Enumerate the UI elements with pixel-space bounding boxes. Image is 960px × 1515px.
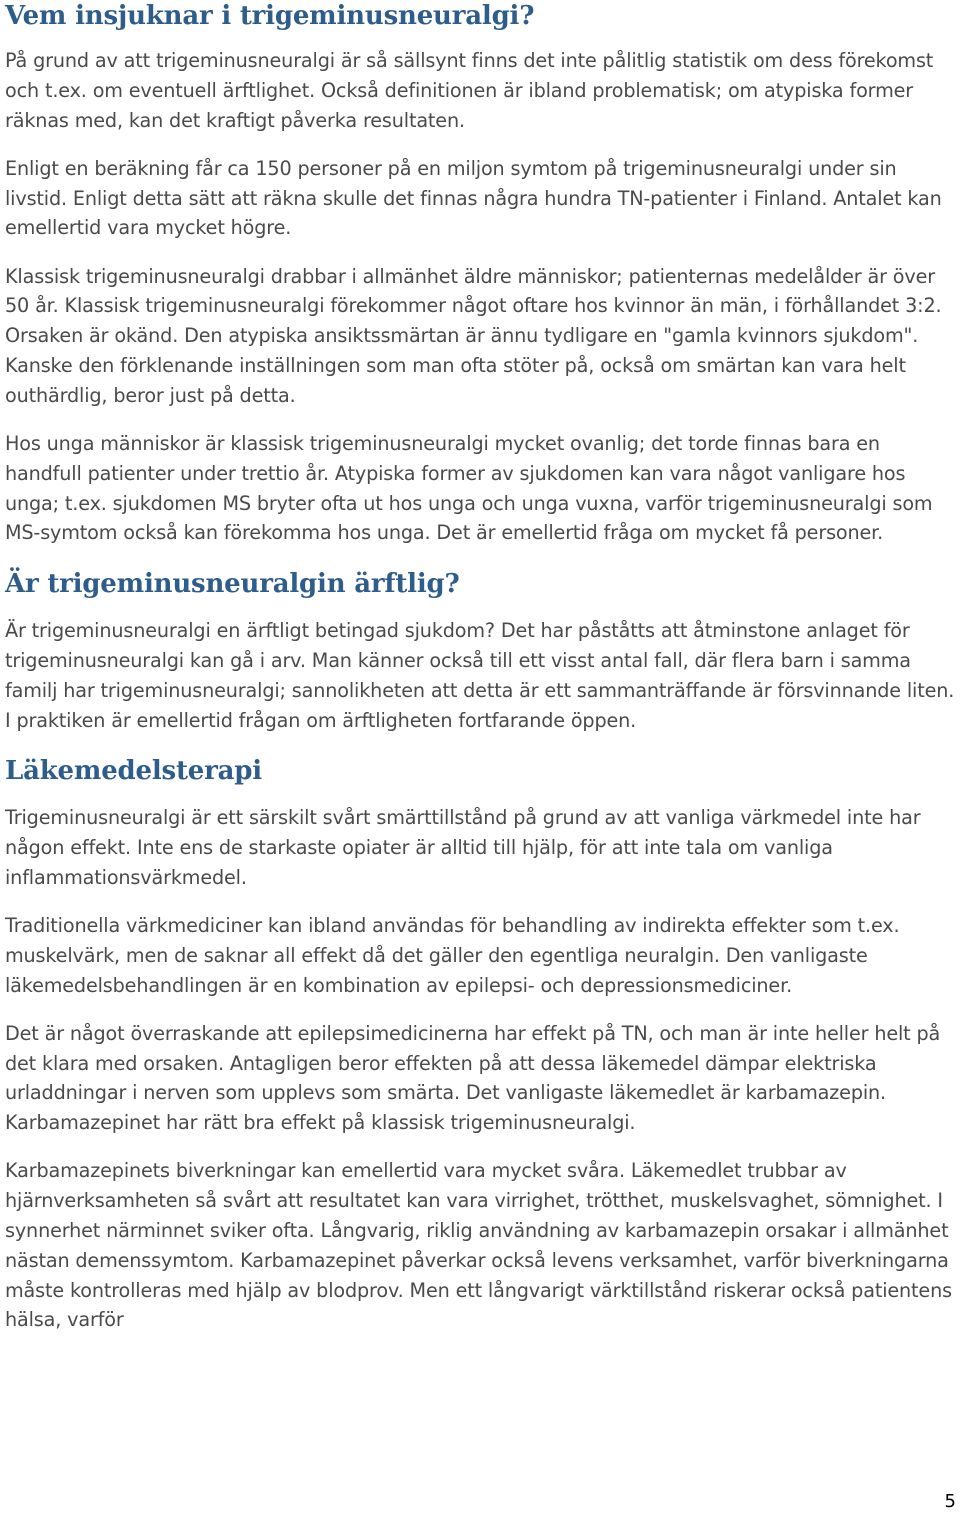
paragraph: Trigeminusneuralgi är ett särskilt svårt smärttillstånd på grund av att vanliga värkmedel inte har någon effekt. Inte ens de starkaste opiater är alltid till hjälp, för att inte tala om vanliga inflammationsvärkmedel. bbox=[5, 806, 921, 889]
heading-drug-therapy: Läkemedelsterapi bbox=[5, 756, 262, 787]
paragraph: Är trigeminusneuralgi en ärftligt betingad sjukdom? Det har påståtts att åtminstone anlaget för trigeminusneuralgi kan gå i arv. Man känner också till ett visst antal fall, där flera barn i samma familj har trigeminusneuralgi; sannolikheten att detta är ett sammanträffande är försvinnande liten. I praktiken är emellertid frågan om ärftligheten fortfarande öppen. bbox=[5, 619, 955, 732]
page-number: 5 bbox=[944, 1491, 956, 1512]
paragraph: Traditionella värkmediciner kan ibland användas för behandling av indirekta effekter som t.ex. muskelvärk, men de saknar all effekt då det gäller den egentliga neuralgin. Den vanligaste läkemedelsbehandlingen är en kombination av epilepsi- och depressionsmediciner. bbox=[5, 914, 900, 997]
paragraph: Karbamazepinets biverkningar kan emellertid vara mycket svåra. Läkemedlet trubbar av hjärnverksamheten så svårt att resultatet kan vara virrighet, trötthet, muskelsvaghet, sömnighet. I synnerhet närminnet sviker ofta. Långvarig, riklig användning av karbamazepin orsakar i allmänhet nästan demenssymtom. Karbamazepinet påverkar också levens verksamhet, varför biverkningarna måste kontrolleras med hjälp av blodprov. Men ett långvarigt värktillstånd riskerar också patientens hälsa, varför bbox=[5, 1159, 952, 1332]
heading-who-gets-sick: Vem insjuknar i trigeminusneuralgi? bbox=[5, 1, 535, 31]
paragraph: På grund av att trigeminusneuralgi är så sällsynt finns det inte pålitlig statistik om dess förekomst och t.ex. om eventuell ärftlighet. Också definitionen är ibland problematisk; om atypiska former räknas med, kan det kraftigt påverka resultaten. bbox=[5, 49, 934, 132]
heading-heredity: Är trigeminusneuralgin ärftlig? bbox=[5, 569, 460, 600]
document-page bbox=[5, 0, 955, 1354]
paragraph: Det är något överraskande att epilepsimedicinerna har effekt på TN, och man är inte heller helt på det klara med orsaken. Antagligen beror effekten på att dessa läkemedel dämpar elektriska urladdningar i nerven som upplevs som smärta. Det vanligaste läkemedlet är karbamazepin. Karbamazepinet har rätt bra effekt på klassisk trigeminusneuralgi. bbox=[5, 1021, 941, 1135]
paragraph: Hos unga människor är klassisk trigeminusneuralgi mycket ovanlig; det torde finnas bara en handfull patienter under trettio år. Atypiska former av sjukdomen kan vara något vanligare hos unga; t.ex. sjukdomen MS bryter ofta ut hos unga och unga vuxna, varför trigeminusneuralgi som MS-symtom också kan förekomma hos unga. Det är emellertid fråga om mycket få personer. bbox=[5, 431, 933, 545]
paragraph: Klassisk trigeminusneuralgi drabbar i allmänhet äldre människor; patienternas medelålder är över 50 år. Klassisk trigeminusneuralgi förekommer något oftare hos kvinnor än män, i förhållandet 3:2. Orsaken är okänd. Den atypiska ansiktssmärtan är ännu tydligare en "gamla kvinnors sjukdom". Kanske den förklenande inställningen som man ofta stöter på, också om smärtan kan vara helt outhärdlig, beror just på detta. bbox=[5, 264, 942, 407]
paragraph: Enligt en beräkning får ca 150 personer på en miljon symtom på trigeminusneuralgi under sin livstid. Enligt detta sätt att räkna skulle det finnas några hundra TN-patienter i Finland. Antalet kan emellertid vara mycket högre. bbox=[5, 156, 942, 240]
